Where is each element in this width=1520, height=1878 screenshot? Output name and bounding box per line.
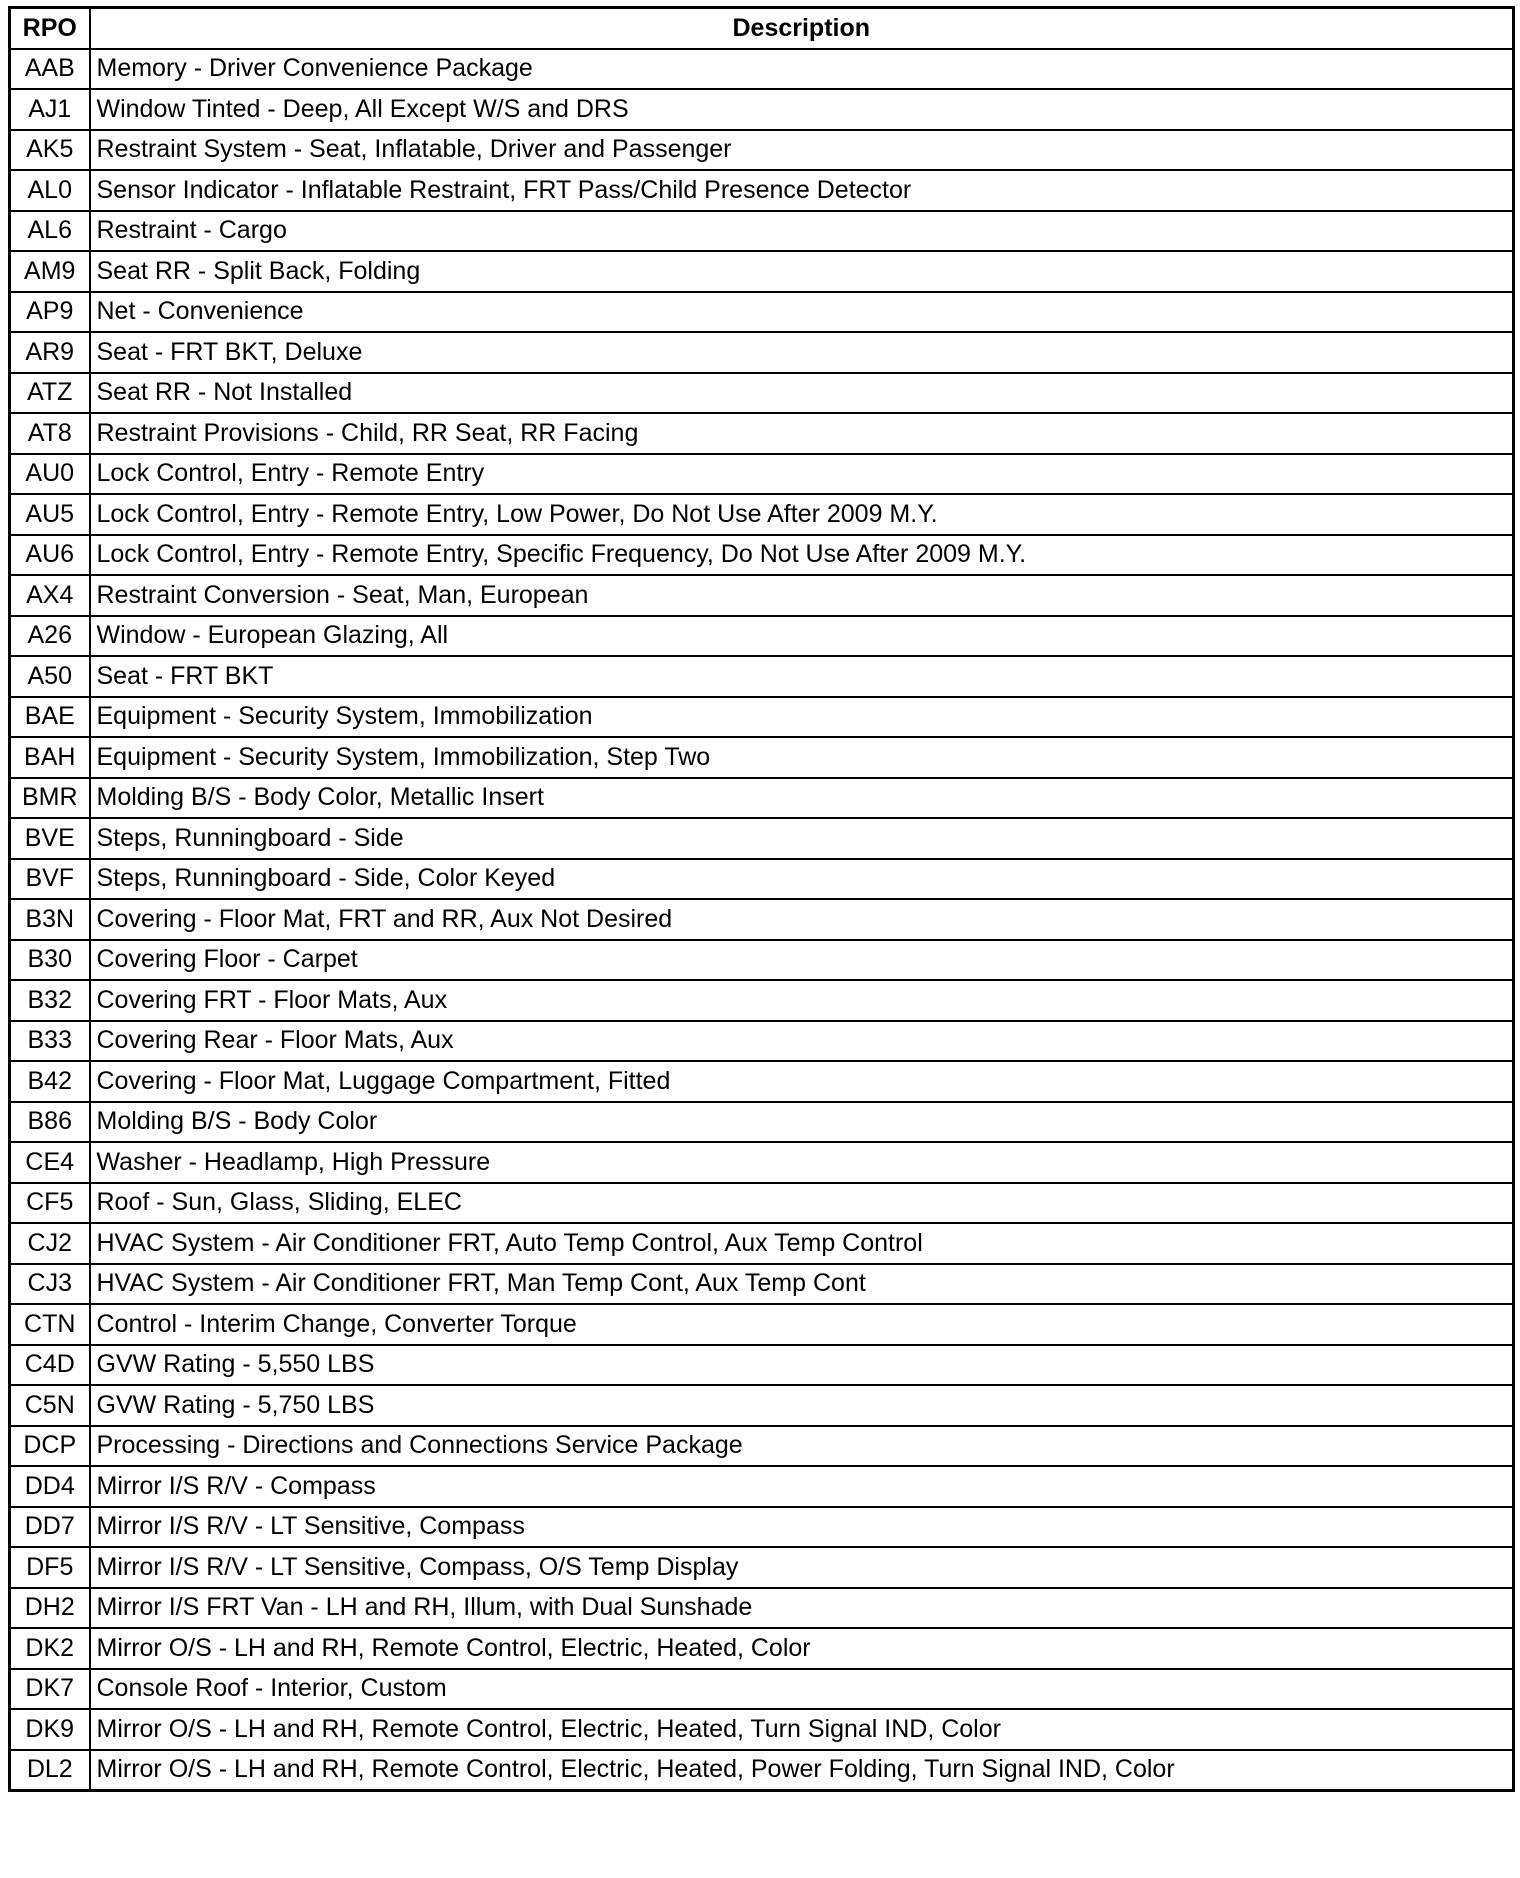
description-cell: Lock Control, Entry - Remote Entry: [90, 454, 1514, 495]
rpo-code-cell: B32: [10, 980, 90, 1021]
table-row: [10, 737, 1514, 778]
description-cell: Seat - FRT BKT: [90, 656, 1514, 697]
rpo-code-cell: B3N: [10, 899, 90, 940]
description-cell: Lock Control, Entry - Remote Entry, Specific Frequency, Do Not Use After 2009 M.Y.: [90, 535, 1514, 576]
rpo-code-cell: AU6: [10, 535, 90, 576]
description-cell: Mirror I/S FRT Van - LH and RH, Illum, with Dual Sunshade: [90, 1588, 1514, 1629]
rpo-code-cell: AK5: [10, 130, 90, 171]
rpo-code-cell: DCP: [10, 1426, 90, 1467]
rpo-code-cell: AJ1: [10, 89, 90, 130]
rpo-code-cell: B86: [10, 1102, 90, 1143]
rpo-code-cell: CJ3: [10, 1264, 90, 1305]
table-row: [10, 818, 1514, 859]
description-cell: Lock Control, Entry - Remote Entry, Low Power, Do Not Use After 2009 M.Y.: [90, 494, 1514, 535]
rpo-code-cell: BAE: [10, 697, 90, 738]
description-cell: Seat - FRT BKT, Deluxe: [90, 332, 1514, 373]
table-row: [10, 170, 1514, 211]
description-cell: Window - European Glazing, All: [90, 616, 1514, 657]
rpo-code-cell: AL6: [10, 211, 90, 252]
table-row: [10, 413, 1514, 454]
table-row: [10, 1264, 1514, 1305]
rpo-code-cell: AU5: [10, 494, 90, 535]
table-row: [10, 1547, 1514, 1588]
description-cell: Steps, Runningboard - Side: [90, 818, 1514, 859]
description-cell: Molding B/S - Body Color: [90, 1102, 1514, 1143]
table-row: [10, 535, 1514, 576]
column-header-rpo: RPO: [10, 8, 90, 49]
description-cell: Covering FRT - Floor Mats, Aux: [90, 980, 1514, 1021]
description-cell: Mirror O/S - LH and RH, Remote Control, Electric, Heated, Turn Signal IND, Color: [90, 1709, 1514, 1750]
table-row: [10, 494, 1514, 535]
description-cell: Covering - Floor Mat, FRT and RR, Aux Not Desired: [90, 899, 1514, 940]
rpo-code-cell: BMR: [10, 778, 90, 819]
description-cell: Covering Rear - Floor Mats, Aux: [90, 1021, 1514, 1062]
description-cell: Steps, Runningboard - Side, Color Keyed: [90, 859, 1514, 900]
rpo-code-cell: DD4: [10, 1466, 90, 1507]
rpo-code-cell: AR9: [10, 332, 90, 373]
column-header-description: Description: [90, 8, 1514, 49]
rpo-code-cell: DH2: [10, 1588, 90, 1629]
table-row: [10, 1385, 1514, 1426]
rpo-code-cell: B33: [10, 1021, 90, 1062]
description-cell: HVAC System - Air Conditioner FRT, Auto Temp Control, Aux Temp Control: [90, 1223, 1514, 1264]
table-row: [10, 1750, 1514, 1791]
table-row: [10, 1588, 1514, 1629]
rpo-code-cell: AP9: [10, 292, 90, 333]
table-row: [10, 1142, 1514, 1183]
description-cell: Restraint System - Seat, Inflatable, Driver and Passenger: [90, 130, 1514, 171]
table-row: [10, 575, 1514, 616]
description-cell: HVAC System - Air Conditioner FRT, Man Temp Cont, Aux Temp Cont: [90, 1264, 1514, 1305]
table-row: [10, 89, 1514, 130]
rpo-code-cell: AT8: [10, 413, 90, 454]
table-row: [10, 1628, 1514, 1669]
rpo-code-cell: CTN: [10, 1304, 90, 1345]
description-cell: Seat RR - Split Back, Folding: [90, 251, 1514, 292]
table-row: [10, 211, 1514, 252]
table-row: [10, 1709, 1514, 1750]
table-row: [10, 1304, 1514, 1345]
description-cell: Roof - Sun, Glass, Sliding, ELEC: [90, 1183, 1514, 1224]
description-cell: Mirror O/S - LH and RH, Remote Control, Electric, Heated, Color: [90, 1628, 1514, 1669]
rpo-code-cell: A26: [10, 616, 90, 657]
table-row: [10, 656, 1514, 697]
table-row: [10, 1426, 1514, 1467]
table-row: [10, 940, 1514, 981]
description-cell: Memory - Driver Convenience Package: [90, 49, 1514, 90]
table-row: [10, 899, 1514, 940]
table-row: [10, 1345, 1514, 1386]
rpo-code-cell: CE4: [10, 1142, 90, 1183]
rpo-code-cell: CF5: [10, 1183, 90, 1224]
rpo-code-cell: BVE: [10, 818, 90, 859]
table-row: [10, 49, 1514, 90]
description-cell: Seat RR - Not Installed: [90, 373, 1514, 414]
table-body: [10, 49, 1514, 1791]
rpo-code-cell: AAB: [10, 49, 90, 90]
description-cell: Sensor Indicator - Inflatable Restraint, FRT Pass/Child Presence Detector: [90, 170, 1514, 211]
description-cell: Mirror O/S - LH and RH, Remote Control, Electric, Heated, Power Folding, Turn Signal IND, Color: [90, 1750, 1514, 1791]
table-row: [10, 454, 1514, 495]
rpo-code-cell: BAH: [10, 737, 90, 778]
table-row: [10, 1102, 1514, 1143]
rpo-code-cell: DD7: [10, 1507, 90, 1548]
table-row: [10, 616, 1514, 657]
table-row: [10, 1669, 1514, 1710]
table-row: [10, 130, 1514, 171]
description-cell: Washer - Headlamp, High Pressure: [90, 1142, 1514, 1183]
table-row: [10, 332, 1514, 373]
description-cell: Equipment - Security System, Immobilization, Step Two: [90, 737, 1514, 778]
table-row: [10, 251, 1514, 292]
description-cell: Mirror I/S R/V - Compass: [90, 1466, 1514, 1507]
rpo-code-cell: AL0: [10, 170, 90, 211]
rpo-code-cell: AX4: [10, 575, 90, 616]
rpo-code-cell: C4D: [10, 1345, 90, 1386]
rpo-code-cell: B30: [10, 940, 90, 981]
table-row: [10, 1021, 1514, 1062]
rpo-code-cell: CJ2: [10, 1223, 90, 1264]
rpo-code-cell: B42: [10, 1061, 90, 1102]
rpo-code-cell: DK2: [10, 1628, 90, 1669]
rpo-code-cell: DF5: [10, 1547, 90, 1588]
description-cell: Equipment - Security System, Immobilization: [90, 697, 1514, 738]
table-row: [10, 1466, 1514, 1507]
rpo-code-cell: DK9: [10, 1709, 90, 1750]
rpo-code-cell: AM9: [10, 251, 90, 292]
description-cell: Restraint Provisions - Child, RR Seat, RR Facing: [90, 413, 1514, 454]
description-cell: GVW Rating - 5,750 LBS: [90, 1385, 1514, 1426]
description-cell: Control - Interim Change, Converter Torque: [90, 1304, 1514, 1345]
table-header-row: [10, 8, 1514, 49]
description-cell: Restraint Conversion - Seat, Man, European: [90, 575, 1514, 616]
table-row: [10, 1507, 1514, 1548]
table-row: [10, 1061, 1514, 1102]
description-cell: Molding B/S - Body Color, Metallic Insert: [90, 778, 1514, 819]
description-cell: Mirror I/S R/V - LT Sensitive, Compass: [90, 1507, 1514, 1548]
description-cell: Net - Convenience: [90, 292, 1514, 333]
rpo-code-cell: DK7: [10, 1669, 90, 1710]
description-cell: Window Tinted - Deep, All Except W/S and DRS: [90, 89, 1514, 130]
table-row: [10, 697, 1514, 738]
description-cell: Mirror I/S R/V - LT Sensitive, Compass, O/S Temp Display: [90, 1547, 1514, 1588]
table-row: [10, 980, 1514, 1021]
rpo-code-cell: A50: [10, 656, 90, 697]
description-cell: Console Roof - Interior, Custom: [90, 1669, 1514, 1710]
rpo-code-cell: C5N: [10, 1385, 90, 1426]
rpo-code-cell: BVF: [10, 859, 90, 900]
table-row: [10, 1183, 1514, 1224]
table-row: [10, 1223, 1514, 1264]
table-row: [10, 778, 1514, 819]
rpo-code-cell: ATZ: [10, 373, 90, 414]
table-row: [10, 373, 1514, 414]
rpo-code-cell: DL2: [10, 1750, 90, 1791]
description-cell: Restraint - Cargo: [90, 211, 1514, 252]
description-cell: Processing - Directions and Connections Service Package: [90, 1426, 1514, 1467]
table-row: [10, 859, 1514, 900]
rpo-table: [8, 6, 1515, 1792]
table-row: [10, 292, 1514, 333]
rpo-code-cell: AU0: [10, 454, 90, 495]
description-cell: GVW Rating - 5,550 LBS: [90, 1345, 1514, 1386]
description-cell: Covering - Floor Mat, Luggage Compartment, Fitted: [90, 1061, 1514, 1102]
description-cell: Covering Floor - Carpet: [90, 940, 1514, 981]
